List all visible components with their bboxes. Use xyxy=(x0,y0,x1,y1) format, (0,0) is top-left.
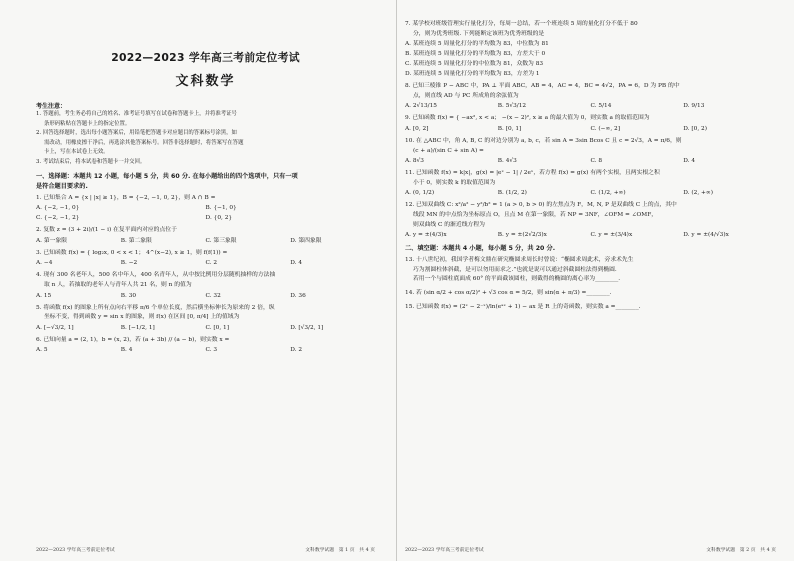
question-stem: 6. 已知向量 a = (2, 1)，b = (x, 2)，若 (a + 3b) // (a − b)，则实数 x = xyxy=(36,336,230,343)
option-a: A. 8√3 xyxy=(405,158,424,165)
notice-line: 卡上，写在本试卷上无效。 xyxy=(44,149,109,156)
option-b: B. {−1, 0} xyxy=(205,205,237,212)
option-b: B. 30 xyxy=(120,292,137,299)
options xyxy=(405,230,776,240)
option-a: A. 某班连续 5 周量化打分的平均数为 83，中位数为 81 xyxy=(405,41,549,48)
question-stem: 7. 某学校对班级管理实行量化打分，每周一总结，若一个班连续 5 周的量化打分不低于 80 xyxy=(405,21,638,27)
question-stem: 3. 已知函数 f(x) = { log₂x, 0 < x < 1； 4^(x−2), x ≥ 1，则 f(f(1)) = xyxy=(36,249,228,256)
question-stem: 8. 已知三棱锥 P − ABC 中，PA ⊥ 平面 ABC，AB = 4，AC = 4，BC = 4√2，PA = 6，D 为 PB 的中 xyxy=(405,83,680,90)
option-b: B. [0, 1] xyxy=(497,125,522,132)
option-c: C. 8 xyxy=(590,158,603,165)
question-stem: 坐标不变，得到函数 y = sin x 的图象，则 f(x) 在区间 [0, π/4] 上的值域为 xyxy=(44,314,240,321)
question-7 xyxy=(405,20,776,79)
option-c: C. 32 xyxy=(205,292,221,299)
options xyxy=(405,188,776,198)
option-d: D. [√3/2, 1] xyxy=(290,324,324,331)
question-stem: 2. 复数 z = (3 + 2i)/(1 − i) 在复平面内对应的点位于 xyxy=(36,227,177,234)
option-c: C. 2 xyxy=(205,260,218,267)
option-d: D. 9/13 xyxy=(683,103,705,110)
option-a: A. (0, 1/2) xyxy=(405,190,435,197)
question-stem: 巧为割圆柱体斜截，是可以勿用而求之.”也就是说可以通过斜截圆柱法得到椭圆. xyxy=(413,266,617,273)
option-c: C. y = ±(3/4)x xyxy=(590,232,633,239)
option-c: C. (1/2, +∞) xyxy=(590,190,626,197)
option-c: C. (−∞, 2] xyxy=(590,125,620,132)
option-a: A. [−√3/2, 1] xyxy=(36,324,74,331)
notice-line: 需改动，用橡皮擦干净后，再选涂其他答案标号。回答非选择题时，将答案写在答题 xyxy=(44,139,244,146)
notice-line: 1. 答题前，考生务必将自己的姓名、准考证号填写在试卷和答题卡上，并将准考证号 xyxy=(36,111,237,117)
option-b: B. y = ±(2√2/3)x xyxy=(497,232,547,239)
option-a: A. {−2, −1, 0} xyxy=(36,205,80,212)
question-8 xyxy=(405,82,776,111)
option-a: A. [0, 2] xyxy=(405,125,429,132)
option-a: A. 5 xyxy=(36,347,48,354)
page-footer xyxy=(405,546,776,553)
question-stem: 分，则为优秀班级. 下列能断定该班为优秀班级的是 xyxy=(413,30,545,37)
question-stem: 点，则直线 AD 与 PC 所成角的余弦值为 xyxy=(413,92,519,99)
notice-line: 条形码粘贴在答题卡上的指定位置。 xyxy=(44,120,131,127)
options xyxy=(36,323,375,333)
question-12 xyxy=(405,201,776,240)
question-stem: 5. 将函数 f(x) 的图象上所有点向右平移 π/6 个单位长度，然后横坐标伸长为原来的 2 倍，纵 xyxy=(36,304,275,311)
question-15 xyxy=(405,303,776,313)
footer-exam-name: 2022—2023 学年高三考前定位考试 xyxy=(36,548,115,553)
question-2 xyxy=(36,226,375,246)
question-stem: 1. 已知集合 A = {x | |x| ≥ 1}，B = {−2, −1, 0, 2}，则 A ∩ B = xyxy=(36,194,216,201)
exam-subject: 文科数学 xyxy=(175,74,236,89)
question-stem: 14. 若 (sin α/2 + cos α/2)² + √3 cos α = 5/2，则 sin(α + π/3) =________. xyxy=(405,289,612,296)
option-d: D. y = ±(4/√3)x xyxy=(683,232,729,239)
question-stem: 4. 现有 300 名老年人，500 名中年人，400 名青年人，从中按比例用分层随机抽样的方法抽 xyxy=(36,272,276,279)
option-a: A. −4 xyxy=(36,260,53,267)
option-d: D. {0, 2} xyxy=(205,215,233,222)
options xyxy=(36,213,375,223)
footer-exam-name: 2022—2023 学年高三考前定位考试 xyxy=(405,548,484,553)
section-choice-heading xyxy=(36,172,375,192)
question-stem: 小于 0，则实数 k 的取值范围为 xyxy=(413,179,496,186)
question-10 xyxy=(405,137,776,166)
options xyxy=(405,156,776,166)
options xyxy=(36,345,375,355)
question-14 xyxy=(405,289,776,299)
option-d: D. 36 xyxy=(290,292,306,299)
exam-title: 2022—2023 学年高三考前定位考试 xyxy=(111,51,300,64)
question-3 xyxy=(36,249,375,269)
question-6 xyxy=(36,336,375,356)
notice-line: 2. 回答选择题时，选出每小题答案后，用铅笔把答题卡对应题目的答案标号涂黑，如 xyxy=(36,130,237,137)
option-a: A. 2√13/15 xyxy=(405,103,437,110)
question-stem: (c + a)/(sin C + sin A) = xyxy=(413,147,484,154)
notice-heading: 考生注意： xyxy=(36,103,67,110)
question-stem: 9. 已知函数 f(x) = { −ax², x < a； −(x − 2)², x ≥ a 的最大值为 0，则实数 a 的取值范围为 xyxy=(405,115,650,122)
question-stem: 则双曲线 C 的渐近线方程为 xyxy=(413,221,485,228)
option-d: D. [0, 2) xyxy=(683,125,707,132)
options xyxy=(36,203,375,213)
option-b: B. 第二象限 xyxy=(120,237,152,244)
options xyxy=(405,39,776,49)
section-heading-line: 是符合题目要求的. xyxy=(36,182,88,190)
question-1 xyxy=(36,194,375,224)
page-footer xyxy=(36,546,375,553)
question-9 xyxy=(405,114,776,134)
option-d: D. (2, +∞) xyxy=(683,190,713,197)
option-d: D. 4 xyxy=(290,260,303,267)
question-stem: 11. 已知函数 f(x) = k|x|，g(x) = |eˣ − 1| / 2eˣ，若方程 f(x) = g(x) 有两个实根，且两实根之积 xyxy=(405,170,660,177)
options xyxy=(36,258,375,268)
options xyxy=(405,124,776,134)
question-4 xyxy=(36,271,375,300)
options xyxy=(405,69,776,79)
option-d: D. 某班连续 5 周量化打分的平均数为 83，方差为 1 xyxy=(405,71,540,78)
section-fill-heading: 二、填空题：本题共 4 小题，每小题 5 分，共 20 分. xyxy=(405,245,556,253)
option-c: C. 第三象限 xyxy=(205,237,237,244)
notice-line: 3. 考试结束后，将本试卷和答题卡一并交回。 xyxy=(36,158,146,165)
option-c: C. 某班连续 5 周量化打分的中位数为 81，众数为 83 xyxy=(405,61,544,68)
option-d: D. 第四象限 xyxy=(290,237,322,244)
option-b: B. (1/2, 2) xyxy=(497,190,527,197)
option-d: D. 2 xyxy=(290,347,303,354)
option-b: B. 5√3/12 xyxy=(497,103,527,110)
question-stem: 13. 十八世纪初，我国学者梅文鼎在研究椭圆求周长时曾说：“椭圆求周此术，旁求术先生 xyxy=(405,257,634,264)
question-stem: 10. 在 △ABC 中，角 A, B, C 的对边分别为 a, b, c，若 sin A = 3sin Bcos C 且 c = 2√3，A = π/6，则 xyxy=(405,137,682,144)
options xyxy=(405,49,776,59)
option-a: A. 15 xyxy=(36,292,52,299)
option-c: C. {−2, −1, 2} xyxy=(36,215,80,222)
question-stem: 12. 已知双曲线 C: x²/a² − y²/b² = 1 (a > 0, b > 0) 的左焦点为 F，M, N, P 是双曲线 C 上的点，其中 xyxy=(405,202,677,209)
question-stem: 线段 MN 的中点恰为坐标原点 O，且点 M 在第一象限，若 NP = 3NF，∠OFM = ∠OMF， xyxy=(413,211,658,218)
option-c: C. 3 xyxy=(205,347,218,354)
option-b: B. −2 xyxy=(120,260,138,267)
option-a: A. y = ±(4/3)x xyxy=(405,232,447,239)
footer-page-number: 文科数学试题 第 1 页 共 4 页 xyxy=(305,548,375,553)
option-b: B. [−1/2, 1] xyxy=(120,324,155,331)
notice-list xyxy=(36,110,375,168)
option-c: C. [0, 1] xyxy=(205,324,229,331)
section-heading-line: 一、选择题：本题共 12 小题，每小题 5 分，共 60 分. 在每小题给出的四个选项中，只有一项 xyxy=(36,172,298,180)
question-stem: 若用一个与圆柱底面成 60° 的平面截该圆柱，则截得的椭圆的离心率为________. xyxy=(413,276,621,283)
footer-page-number: 文科数学试题 第 2 页 共 4 页 xyxy=(706,548,776,553)
question-stem: 取 n 人，若抽取的老年人与青年人共 21 名，则 n 的值为 xyxy=(44,281,192,288)
option-b: B. 某班连续 5 周量化打分的平均数为 83，方差大于 0 xyxy=(405,51,546,58)
question-stem: 15. 已知函数 f(x) = (2ˣ − 2⁻ˣ)/ln(eᵃˣ + 1) − ax 是 R 上的奇函数，则实数 a =________. xyxy=(405,303,641,310)
page-right xyxy=(397,0,794,561)
options xyxy=(405,101,776,111)
option-d: D. 4 xyxy=(683,158,696,165)
question-11 xyxy=(405,169,776,198)
option-c: C. 5/14 xyxy=(590,103,612,110)
question-13 xyxy=(405,256,776,285)
option-b: B. 4√3 xyxy=(497,158,517,165)
question-5 xyxy=(36,304,375,333)
options xyxy=(36,236,375,246)
options xyxy=(36,291,375,301)
option-a: A. 第一象限 xyxy=(36,237,68,244)
options xyxy=(405,59,776,69)
option-b: B. 4 xyxy=(120,347,133,354)
